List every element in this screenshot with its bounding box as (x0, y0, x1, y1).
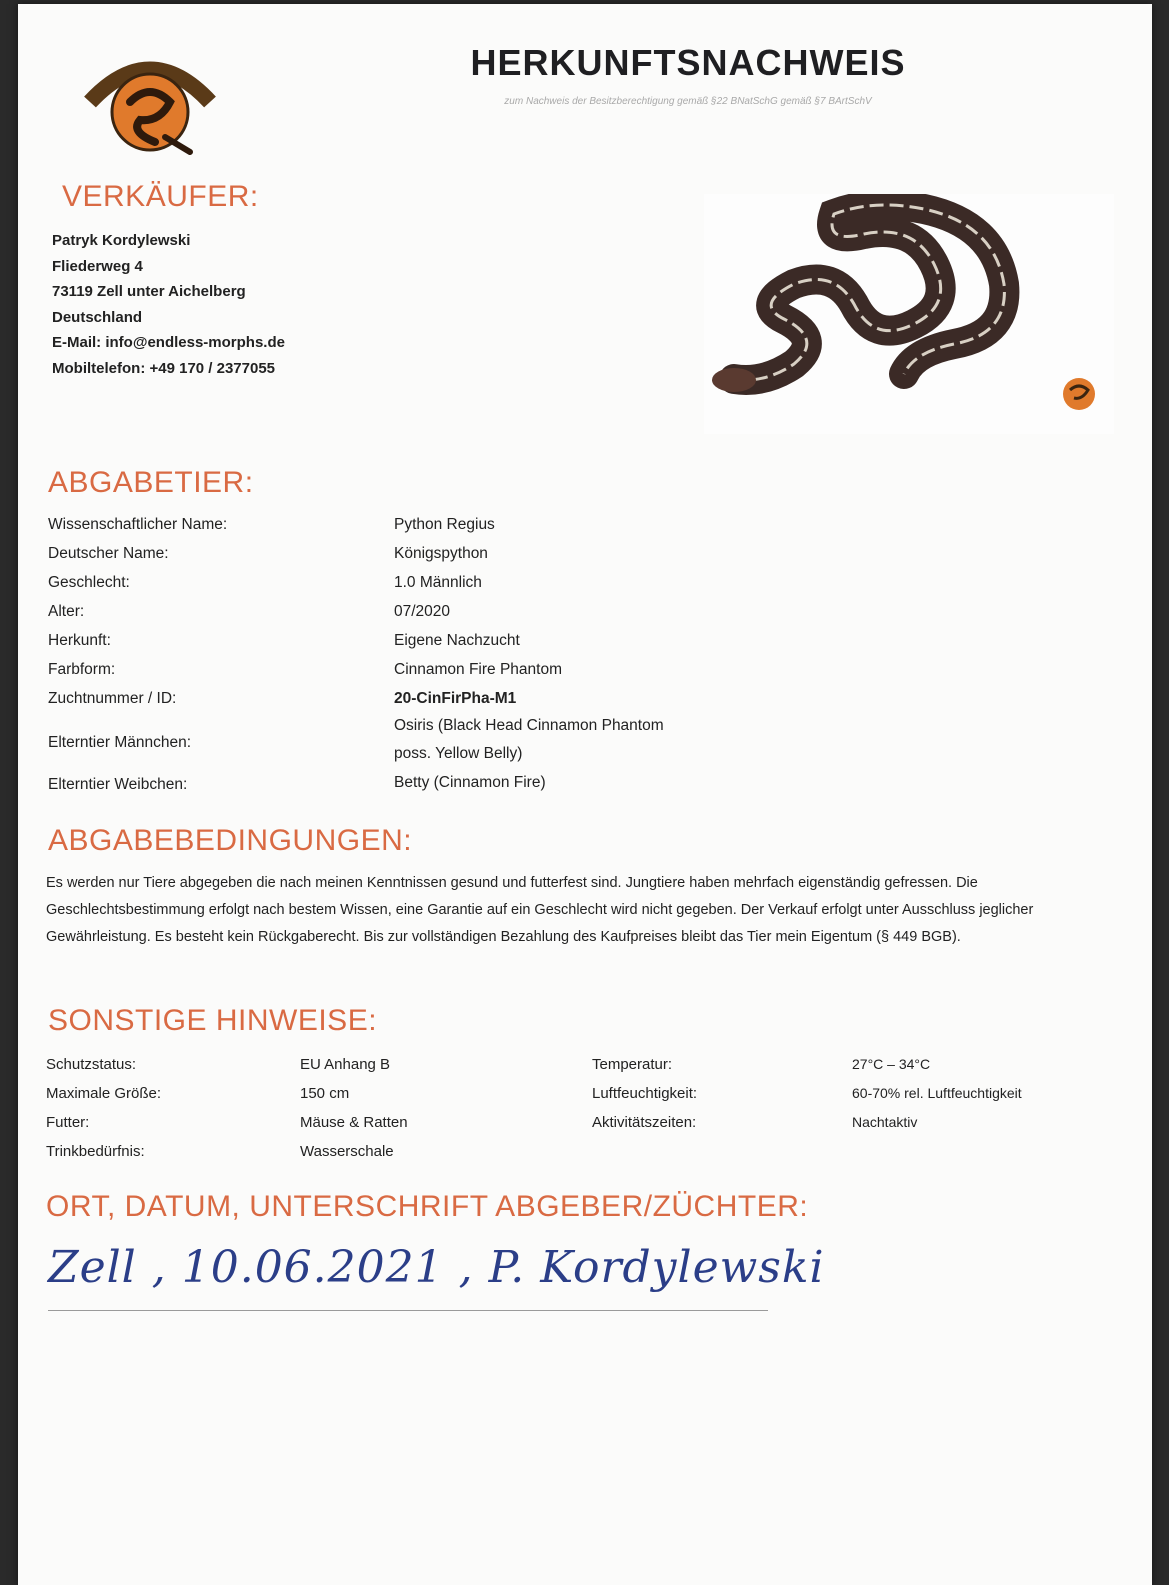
document-page (18, 4, 1152, 1585)
animal-value: Python Regius (394, 516, 495, 533)
notes-label: Schutzstatus: (46, 1056, 137, 1073)
notes-label: Temperatur: (592, 1056, 673, 1073)
signature-heading: ORT, DATUM, UNTERSCHRIFT ABGEBER/ZÜCHTER: (46, 1190, 809, 1223)
seller-line: Patryk Kordylewski (52, 232, 191, 249)
seller-line: Mobiltelefon: +49 170 / 2377055 (52, 359, 276, 377)
seller-line: Fliederweg 4 (52, 257, 143, 275)
animal-value: 07/2020 (394, 603, 451, 620)
animal-value: 1.0 Männlich (394, 574, 482, 591)
animal-label: Wissenschaftlicher Name: (48, 516, 228, 533)
seller-line: E-Mail: info@endless-morphs.de (52, 334, 285, 351)
notes-value: EU Anhang B (300, 1056, 391, 1073)
handwritten-signature: Zell , 10.06.2021 , P. Kordylewski (48, 1242, 825, 1293)
notes-value: Wasserschale (300, 1143, 394, 1160)
notes-value: 60-70% rel. Luftfeuchtigkeit (852, 1085, 1022, 1101)
seller-heading: VERKÄUFER: (62, 180, 259, 213)
snake-photo (704, 194, 1114, 434)
animal-value: Betty (Cinnamon Fire) (394, 774, 546, 791)
seller-address (52, 228, 285, 381)
animal-label: Elterntier Weibchen: (48, 776, 188, 793)
animal-value: Osiris (Black Head Cinnamon Phantom (394, 717, 664, 734)
animal-value: Königspython (394, 545, 488, 562)
notes-label: Aktivitätszeiten: (592, 1114, 697, 1131)
signature-line (48, 1310, 768, 1311)
notes-value: Mäuse & Ratten (300, 1114, 408, 1131)
animal-label: Geschlecht: (48, 574, 130, 591)
animal-value: poss. Yellow Belly) (394, 745, 523, 762)
notes-value: 27°C – 34°C (852, 1056, 931, 1072)
animal-label: Farbform: (48, 661, 116, 678)
document-title: HERKUNFTSNACHWEIS (470, 42, 906, 83)
conditions-text: Es werden nur Tiere abgegeben die nach meinen Kenntnissen gesund und futterfest sind. Jungtiere haben mehrfach eigenständig gefressen. Die Geschlechtsbestimmung erfolgt nach bestem Wissen, eine Garantie auf ein Geschlecht wird nicht gegeben. Der Verkauf erfolgt unter Ausschluss jeglicher Gewährleistung. Es besteht kein Rückgaberecht. Bis zur vollständigen Bezahlung des Kaufpreises bleibt das Tier mein Eigentum (§ 449 BGB). (46, 875, 1034, 945)
notes-value: 150 cm (300, 1085, 350, 1102)
animal-value: Eigene Nachzucht (394, 632, 520, 649)
animal-label: Elterntier Männchen: (48, 734, 192, 751)
conditions-heading: ABGABEBEDINGUNGEN: (48, 824, 413, 857)
animal-id-value: 20-CinFirPha-M1 (394, 690, 517, 707)
seller-line: 73119 Zell unter Aichelberg (52, 283, 246, 300)
notes-label: Luftfeuchtigkeit: (592, 1085, 698, 1102)
animal-label: Alter: (48, 603, 85, 620)
notes-label: Maximale Größe: (46, 1085, 162, 1102)
animal-label: Deutscher Name: (48, 545, 169, 562)
endless-morphs-logo (70, 42, 230, 162)
notes-heading: SONSTIGE HINWEISE: (48, 1004, 378, 1037)
notes-value: Nachtaktiv (852, 1114, 918, 1130)
animal-label: Herkunft: (48, 632, 111, 649)
seller-line: Deutschland (52, 308, 143, 326)
animal-label: Zuchtnummer / ID: (48, 690, 177, 707)
document-subtitle: zum Nachweis der Besitzberechtigung gemäß §22 BNatSchG gemäß §7 BArtSchV (504, 96, 872, 107)
animal-heading: ABGABETIER: (48, 466, 254, 499)
notes-label: Trinkbedürfnis: (46, 1143, 145, 1160)
animal-value: Cinnamon Fire Phantom (394, 661, 562, 678)
notes-label: Futter: (46, 1114, 90, 1131)
